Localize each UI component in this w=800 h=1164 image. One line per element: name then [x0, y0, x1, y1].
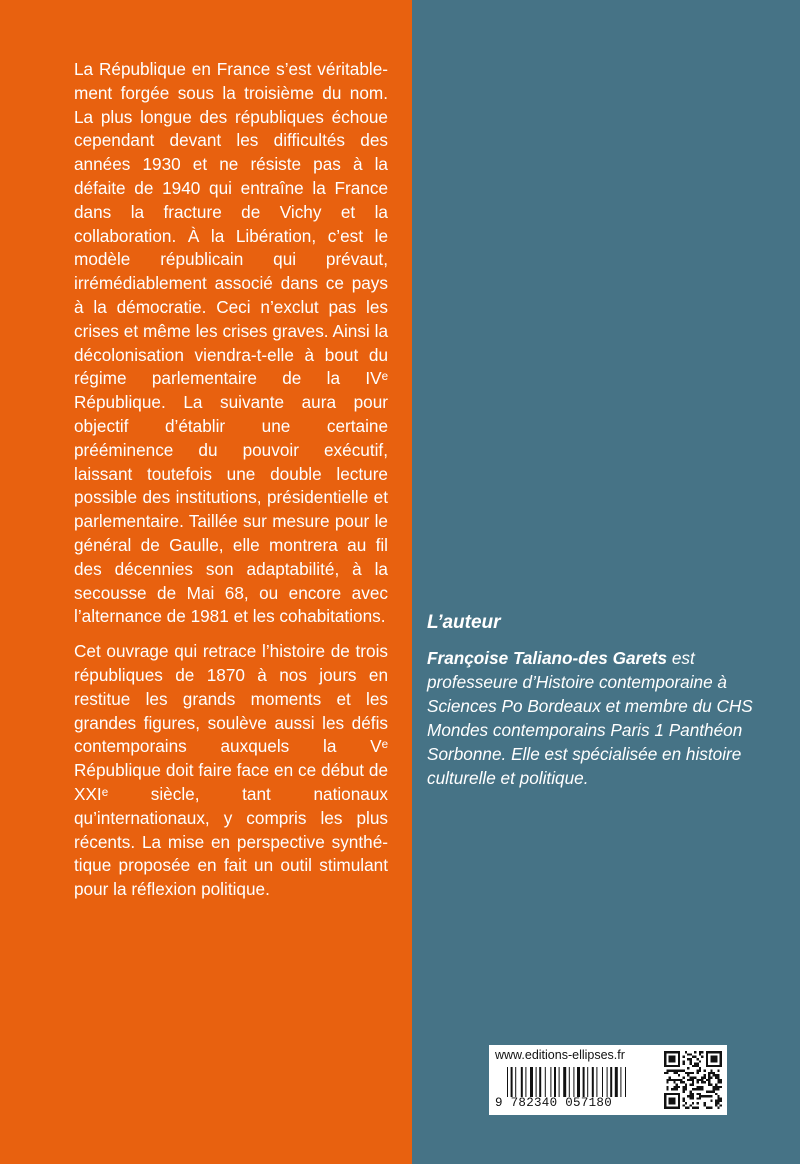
isbn-digits: 9 782340 057180: [495, 1096, 613, 1110]
barcode-box: [489, 1045, 727, 1115]
author-bio: [427, 646, 763, 790]
barcode-icon: [507, 1067, 655, 1097]
qr-code-icon: [664, 1049, 722, 1111]
right-panel: [412, 0, 800, 1164]
back-cover-blurb: [74, 58, 388, 913]
blurb-paragraph-1: La République en France s’est véritablement forgée sous la troisième du nom. La plus longue des républiques échoue cependant devant les difficultés des années 1930 et ne résiste pas à la défaite de 1940 qui entraîne la France dans la fracture de Vichy et la collaboration. À la Libération, c’est le modèle républicain qui prévaut, irrémédiablement associé dans ce pays à la démocratie. Ceci n’exclut pas les crises et même les crises graves. Ainsi la décolonisation viendra-t-elle à bout du régime parlementaire de la IVᵉ République. La suivante aura pour objectif d’établir une certaine prééminence du pouvoir exécutif, laissant toutefois une double lecture possible des institutions, présidentielle et parlementaire. Taillée sur mesure pour le général de Gaulle, elle montrera au fil des décennies son adaptabilité, à la secousse de Mai 68, ou encore avec l’alternance de 1981 et les cohabitations.: [74, 59, 388, 627]
publisher-website: www.editions-ellipses.fr: [495, 1048, 625, 1062]
author-bio-text: est professeure d’Histoire contemporaine à Sciences Po Bordeaux et membre du CHS Mondes contemporains Paris 1 Panthéon Sorbonne. Elle est spécialisée en histoire culturelle et politique.: [427, 648, 753, 788]
author-heading: L’auteur: [427, 612, 501, 633]
author-name: Françoise Taliano-des Garets: [427, 648, 668, 668]
blurb-paragraph-2: Cet ouvrage qui retrace l’histoire de trois républiques de 1870 à nos jours en restitue les grands moments et les grandes figures, soulève aussi les défis contemporains auxquels la Vᵉ République doit faire face en ce début de XXIᵉ siècle, tant nationaux qu’internationaux, y compris les plus récents. La mise en perspective synthétique proposée en fait un outil stimulant pour la réflexion politique.: [74, 641, 388, 900]
author-section: [427, 612, 763, 790]
